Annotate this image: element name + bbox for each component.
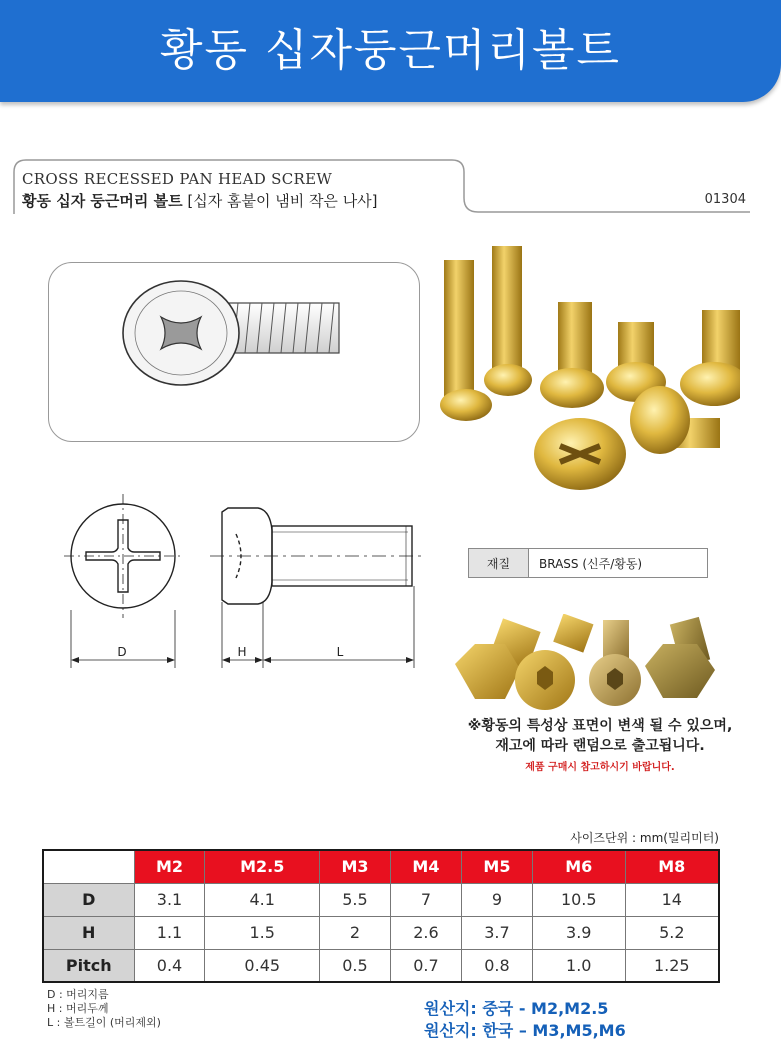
table-cell: 0.5 xyxy=(319,949,390,982)
screw-sketch-illustration xyxy=(49,263,421,443)
origin-label: 원산지 xyxy=(424,999,471,1018)
table-header-cell: M2 xyxy=(134,850,205,883)
table-cell: 0.45 xyxy=(205,949,320,982)
table-cell: 10.5 xyxy=(532,883,625,916)
country-of-origin xyxy=(424,998,626,1042)
row-label: Pitch xyxy=(43,949,134,982)
product-name-korean-bold: 황동 십자 둥근머리 볼트 xyxy=(22,192,183,210)
table-cell: 14 xyxy=(625,883,719,916)
row-label: D xyxy=(43,883,134,916)
brass-color-variation-photo xyxy=(445,614,745,714)
table-cell: 3.7 xyxy=(461,916,532,949)
product-name-english: CROSS RECESSED PAN HEAD SCREW xyxy=(22,170,333,188)
origin-line xyxy=(424,1020,626,1042)
dimension-label-d: D xyxy=(117,645,127,659)
origin-value: : 중국 - M2,M2.5 xyxy=(470,999,609,1018)
table-cell: 5.5 xyxy=(319,883,390,916)
table-row xyxy=(43,883,719,916)
row-label: H xyxy=(43,916,134,949)
dimension-label-l: L xyxy=(336,645,344,659)
notice-line-3: 제품 구매시 참고하시기 바랍니다. xyxy=(525,762,675,773)
table-cell: 0.4 xyxy=(134,949,205,982)
dimension-legend xyxy=(47,988,161,1030)
origin-line xyxy=(424,998,626,1020)
page-title: 황동 십자둥근머리볼트 xyxy=(159,25,622,76)
table-cell: 1.1 xyxy=(134,916,205,949)
table-cell: 0.7 xyxy=(390,949,461,982)
table-header-cell: M5 xyxy=(461,850,532,883)
material-value: BRASS (신주/황동) xyxy=(539,556,643,571)
origin-value: : 한국 – M3,M5,M6 xyxy=(470,1021,626,1040)
table-corner-cell xyxy=(43,850,134,883)
table-cell: 9 xyxy=(461,883,532,916)
technical-drawing xyxy=(50,490,430,670)
spec-header xyxy=(12,158,752,214)
table-cell: 7 xyxy=(390,883,461,916)
legend-item: H : 머리두께 xyxy=(47,1002,109,1015)
table-row xyxy=(43,949,719,982)
table-header-cell: M6 xyxy=(532,850,625,883)
product-name-korean xyxy=(22,190,378,211)
table-header-row xyxy=(43,850,719,883)
product-description: [십자 홈붙이 냄비 작은 나사] xyxy=(187,192,378,210)
table-cell: 1.0 xyxy=(532,949,625,982)
table-header-cell: M4 xyxy=(390,850,461,883)
table-cell: 2 xyxy=(319,916,390,949)
table-cell: 2.6 xyxy=(390,916,461,949)
table-cell: 4.1 xyxy=(205,883,320,916)
screw-illustration-box xyxy=(48,262,420,442)
table-cell: 3.1 xyxy=(134,883,205,916)
table-header-cell: M8 xyxy=(625,850,719,883)
legend-item: D : 머리지름 xyxy=(47,988,109,1001)
material-label: 재질 xyxy=(469,549,529,577)
brass-screws-photo xyxy=(430,240,740,490)
table-cell: 0.8 xyxy=(461,949,532,982)
table-cell: 5.2 xyxy=(625,916,719,949)
material-box xyxy=(468,548,708,578)
notice-line-1: ※황동의 특성상 표면이 변색 될 수 있으며, xyxy=(467,718,733,734)
title-banner xyxy=(0,0,781,102)
discoloration-notice xyxy=(420,716,780,773)
dimension-label-h: H xyxy=(237,645,247,659)
table-cell: 3.9 xyxy=(532,916,625,949)
origin-label: 원산지 xyxy=(424,1021,471,1040)
product-code: 01304 xyxy=(704,192,746,207)
table-header-cell: M2.5 xyxy=(205,850,320,883)
legend-item: L : 볼트길이 (머리제외) xyxy=(47,1016,161,1029)
table-cell: 1.5 xyxy=(205,916,320,949)
table-header-cell: M3 xyxy=(319,850,390,883)
notice-line-2: 재고에 따라 랜덤으로 출고됩니다. xyxy=(495,738,705,754)
table-row xyxy=(43,916,719,949)
table-cell: 1.25 xyxy=(625,949,719,982)
unit-note: 사이즈단위 : mm(밀리미터) xyxy=(570,831,719,845)
size-table xyxy=(42,849,720,983)
